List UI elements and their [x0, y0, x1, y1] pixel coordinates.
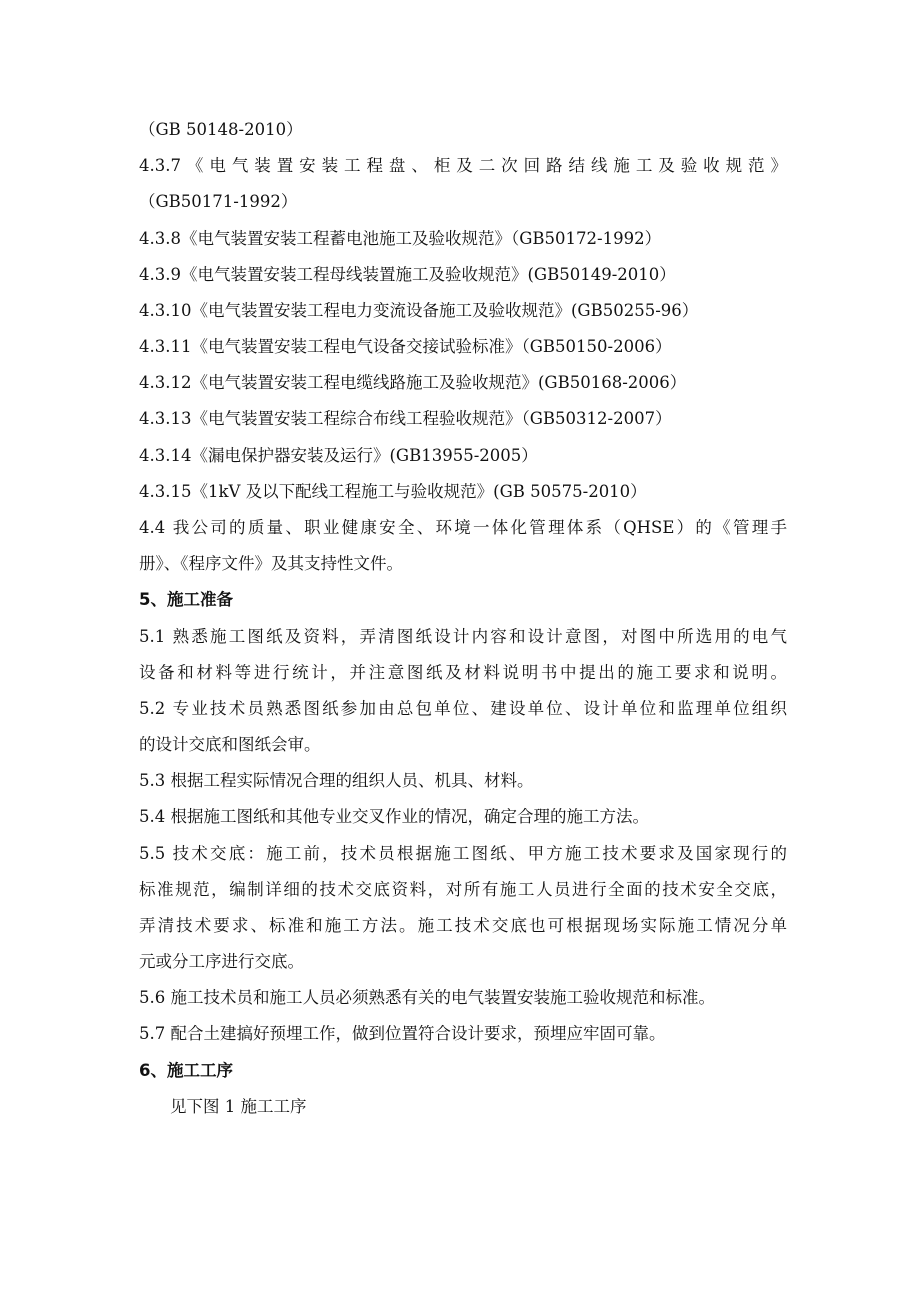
text-line: 4.3.11《电气装置安装工程电气设备交接试验标准》（GB50150-2006）	[139, 337, 672, 356]
text-line: 4.3.15《1kV 及以下配线工程施工与验收规范》(GB 50575-2010）	[139, 482, 647, 501]
text-line: 4.3.12《电气装置安装工程电缆线路施工及验收规范》(GB50168-2006）	[139, 373, 687, 392]
text-line: 册》、《程序文件》及其支持性文件。	[139, 554, 403, 573]
text-line: 4.3.7《电气装置安装工程盘、柜及二次回路结线施工及验收规范》	[139, 156, 787, 175]
text-line: 4.3.9《电气装置安装工程母线装置施工及验收规范》(GB50149-2010）	[139, 265, 676, 284]
text-line: 元或分工序进行交底。	[139, 952, 304, 971]
text-line: 标准规范，编制详细的技术交底资料，对所有施工人员进行全面的技术安全交底，	[139, 880, 787, 899]
text-line: 5.6 施工技术员和施工人员必须熟悉有关的电气装置安装施工验收规范和标准。	[139, 988, 715, 1007]
section-heading: 6、施工工序	[139, 1061, 233, 1080]
text-line: 5.3 根据工程实际情况合理的组织人员、机具、材料。	[139, 771, 534, 790]
text-line: 弄清技术要求、标准和施工方法。施工技术交底也可根据现场实际施工情况分单	[139, 916, 787, 935]
text-line: 见下图 1 施工工序	[170, 1097, 307, 1116]
text-line: 5.4 根据施工图纸和其他专业交叉作业的情况，确定合理的施工方法。	[139, 807, 649, 826]
text-line: 的设计交底和图纸会审。	[139, 735, 321, 754]
text-line: 5.5 技术交底：施工前，技术员根据施工图纸、甲方施工技术要求及国家现行的	[139, 844, 787, 863]
text-line: 4.3.13《电气装置安装工程综合布线工程验收规范》（GB50312-2007）	[139, 409, 672, 428]
text-line: 5.7 配合土建搞好预埋工作，做到位置符合设计要求，预埋应牢固可靠。	[139, 1024, 666, 1043]
text-line: 4.4 我公司的质量、职业健康安全、环境一体化管理体系（QHSE）的《管理手	[139, 518, 787, 537]
text-line: 4.3.10《电气装置安装工程电力变流设备施工及验收规范》(GB50255-96）	[139, 301, 699, 320]
section-heading: 5、施工准备	[139, 590, 233, 609]
text-line: （GB50171-1992）	[139, 192, 298, 211]
text-line: 5.2 专业技术员熟悉图纸参加由总包单位、建设单位、设计单位和监理单位组织	[139, 699, 787, 718]
text-line: （GB 50148-2010）	[139, 120, 303, 139]
text-line: 设备和材料等进行统计，并注意图纸及材料说明书中提出的施工要求和说明。	[139, 663, 787, 682]
text-line: 4.3.14《漏电保护器安装及运行》(GB13955-2005）	[139, 446, 538, 465]
text-line: 5.1 熟悉施工图纸及资料，弄清图纸设计内容和设计意图，对图中所选用的电气	[139, 627, 787, 646]
text-line: 4.3.8《电气装置安装工程蓄电池施工及验收规范》（GB50172-1992）	[139, 229, 662, 248]
